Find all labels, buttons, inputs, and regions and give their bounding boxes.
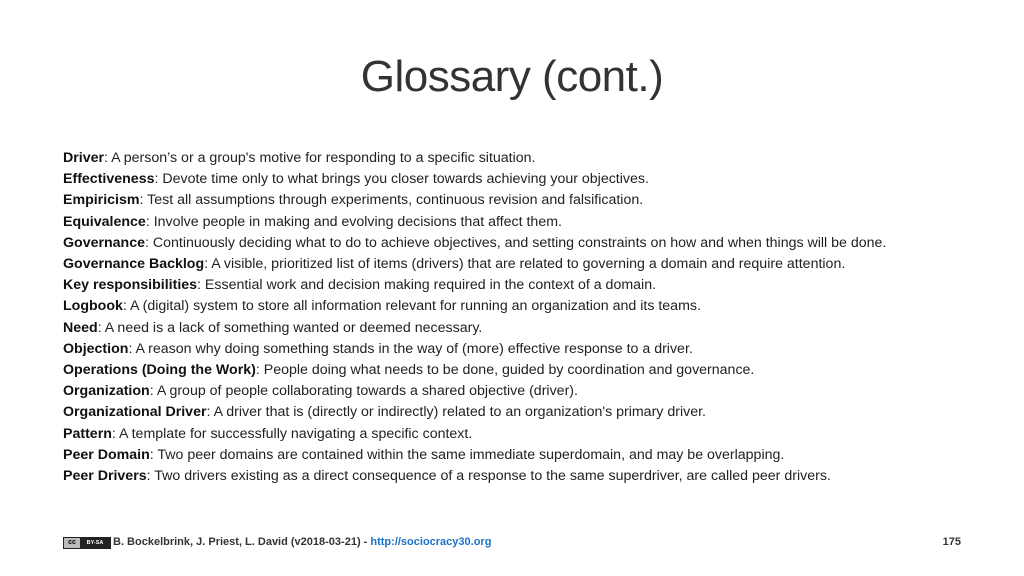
glossary-term: Organizational Driver — [63, 404, 207, 421]
glossary-term: Logbook — [63, 298, 123, 315]
glossary-term: Governance — [63, 234, 146, 251]
glossary-definition: : A person’s or a group's motive for responding to a specific situation. — [104, 150, 536, 166]
footer-authors: B. Bockelbrink, J. Priest, L. David (v2018-03-21) - — [113, 536, 371, 548]
glossary-entry — [63, 318, 943, 339]
glossary-term: Governance Backlog — [63, 256, 205, 273]
glossary-entry — [63, 148, 943, 169]
glossary-definition: : A reason why doing something stands in the way of (more) effective response to a driver. — [128, 340, 693, 357]
slide-title: Glossary (cont.) — [360, 52, 664, 101]
glossary-term: Peer Domain — [63, 446, 150, 463]
glossary-definition: : Two drivers existing as a direct consequence of a response to the same superdriver, are called peer drivers. — [146, 468, 831, 485]
glossary-definition: : Two peer domains are contained within the same immediate superdomain, and may be overlapping. — [149, 446, 785, 463]
glossary-term: Empiricism — [63, 192, 140, 209]
glossary-entry — [63, 254, 943, 275]
glossary-term: Operations (Doing the Work) — [63, 362, 256, 379]
glossary-term: Peer Drivers — [63, 468, 147, 485]
glossary-definition: : A driver that is (directly or indirectly) related to an organization's primary driver. — [206, 404, 706, 421]
glossary-entry — [63, 381, 943, 402]
sociocracy30-link[interactable]: http://sociocracy30.org — [370, 536, 492, 548]
glossary-entry — [63, 233, 943, 254]
glossary-definition: : A template for successfully navigating a specific context. — [111, 425, 473, 442]
glossary-entry — [63, 424, 943, 445]
glossary-term: Driver — [63, 150, 105, 166]
glossary-definition: : A (digital) system to store all information relevant for running an organization and its teams. — [122, 298, 701, 315]
footer-credits — [113, 536, 491, 548]
glossary-entry — [63, 339, 943, 360]
glossary-entry — [63, 190, 943, 211]
glossary-definition: : Continuously deciding what to do to achieve objectives, and setting constraints on how and when things will be done. — [145, 234, 887, 251]
glossary-entry — [63, 296, 943, 317]
glossary-definition: : People doing what needs to be done, guided by coordination and governance. — [255, 362, 755, 379]
glossary-definition: : Essential work and decision making required in the context of a domain. — [197, 277, 657, 294]
glossary-term: Key responsibilities — [63, 277, 198, 294]
slide-footer — [63, 536, 961, 552]
glossary-term: Need — [63, 319, 98, 336]
glossary-definition: : Involve people in making and evolving decisions that affect them. — [145, 213, 562, 230]
glossary-definition: : A group of people collaborating towards a shared objective (driver). — [149, 383, 578, 400]
glossary-entry — [63, 275, 943, 296]
glossary-definition: : Test all assumptions through experiments, continuous revision and falsification. — [139, 192, 644, 209]
glossary-entry — [63, 445, 943, 466]
glossary-entry — [63, 169, 943, 190]
glossary-term: Objection — [63, 340, 129, 357]
glossary-entry — [63, 466, 943, 487]
glossary-term: Organization — [63, 383, 150, 400]
glossary-definition: : Devote time only to what brings you closer towards achieving your objectives. — [154, 171, 649, 188]
page-number: 175 — [942, 536, 961, 548]
glossary-definition: : A need is a lack of something wanted or deemed necessary. — [97, 319, 483, 336]
glossary-term: Equivalence — [63, 213, 146, 230]
creative-commons-icon: cc — [64, 538, 80, 548]
glossary-definition: : A visible, prioritized list of items (drivers) that are related to governing a domain and require attention. — [204, 256, 846, 273]
cc-by-sa-license-badge[interactable] — [63, 537, 111, 549]
glossary-list — [63, 148, 943, 487]
glossary-term: Effectiveness — [63, 171, 155, 188]
glossary-entry — [63, 360, 943, 381]
by-sa-label: BY-SA — [86, 540, 104, 546]
glossary-term: Pattern — [63, 425, 112, 442]
glossary-entry — [63, 212, 943, 233]
glossary-entry — [63, 402, 943, 423]
